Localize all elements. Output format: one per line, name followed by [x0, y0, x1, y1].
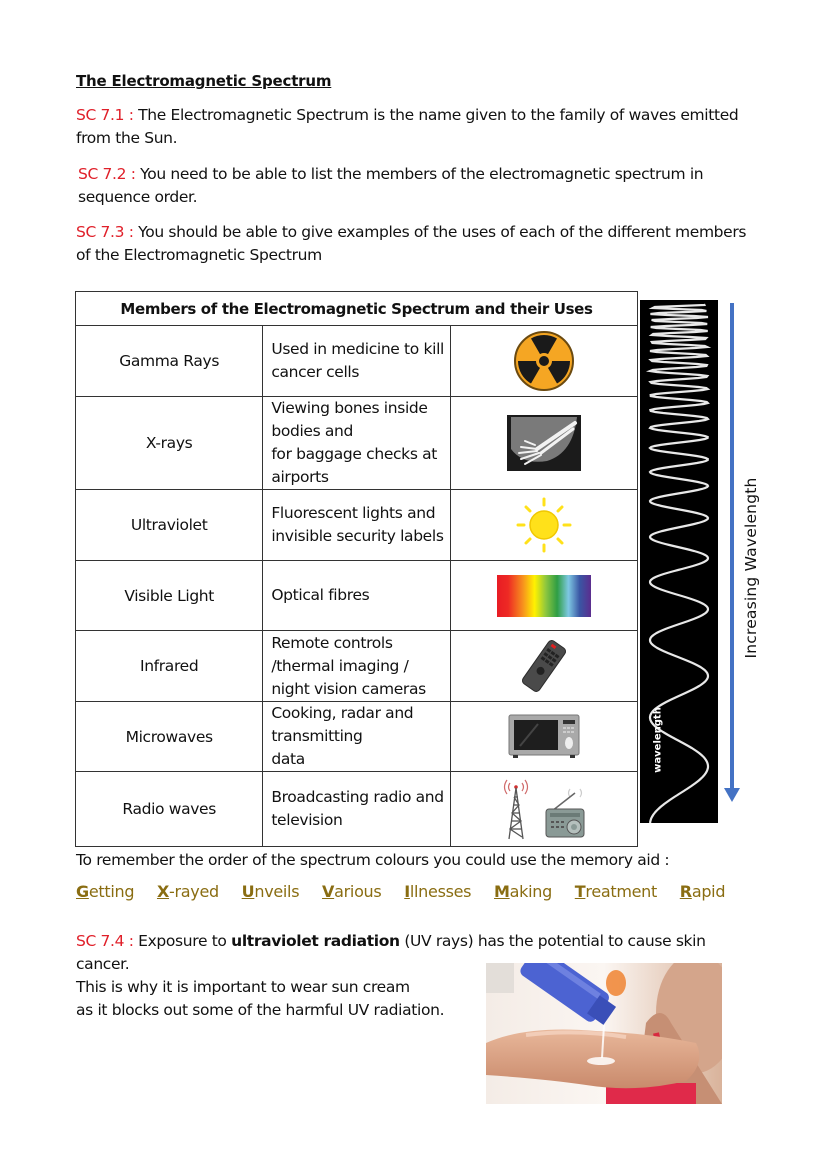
table-row [76, 702, 638, 772]
mnemonic-word: Treatment [574, 882, 657, 901]
wave-use: Remote controls /thermal imaging / night vision cameras [263, 631, 450, 702]
mnemonic-word: Getting [76, 882, 135, 901]
wave-icon-cell [450, 561, 637, 631]
table-row [76, 772, 638, 847]
wave-icon-cell [450, 631, 637, 702]
table-row [76, 397, 638, 490]
table-title: Members of the Electromagnetic Spectrum and their Uses [76, 292, 638, 326]
increasing-wavelength-label: Increasing Wavelength [742, 477, 760, 659]
wave-use: Broadcasting radio and television [263, 772, 450, 847]
objective-text: You need to be able to list the members of the electromagnetic spectrum in sequence order. [78, 165, 704, 206]
table-row [76, 631, 638, 702]
uv-radiation-emphasis: ultraviolet radiation [231, 932, 400, 950]
wave-use: Cooking, radar and transmitting data [263, 702, 450, 772]
wave-name: Microwaves [76, 702, 263, 772]
objective-code: SC 7.3 : [76, 223, 134, 241]
wavelength-label: wavelength [652, 707, 664, 773]
remote-control-icon [519, 638, 569, 694]
wave-use: Used in medicine to kill cancer cells [263, 326, 450, 397]
objective-code: SC 7.4 : [76, 932, 134, 950]
wave-use: Optical fibres [263, 561, 450, 631]
objective-sc74: SC 7.4 : Exposure to ultraviolet radiation (UV rays) has the potential to cause skin cancer. This is why it is important to wear sun cream as it blocks out some of the harmful UV radiation. [76, 932, 706, 1019]
radio-tower-icon [502, 777, 586, 841]
wave-icon-cell [450, 397, 637, 490]
objective-text: The Electromagnetic Spectrum is the name given to the family of waves emitted from the Sun. [76, 106, 739, 147]
xray-arm-icon [507, 415, 581, 471]
wave-icon-cell [450, 326, 637, 397]
wave-name: Radio waves [76, 772, 263, 847]
memory-aid-mnemonic [76, 882, 743, 901]
sun-cream-photo [486, 963, 722, 1104]
wave-icon-cell [450, 490, 637, 561]
table-row [76, 326, 638, 397]
wave-name: Visible Light [76, 561, 263, 631]
objective-code: SC 7.2 : [78, 165, 136, 183]
radio-icon [546, 789, 584, 837]
table-row [76, 490, 638, 561]
wave-name: Gamma Rays [76, 326, 263, 397]
wave-name: Ultraviolet [76, 490, 263, 561]
wave-use: Viewing bones inside bodies and for baggage checks at airports [263, 397, 450, 490]
wave-icon-cell [450, 772, 637, 847]
increasing-wavelength-arrow [730, 303, 734, 790]
objective-sc72 [78, 163, 758, 209]
wave-diagram [640, 300, 718, 823]
mnemonic-word: X-rayed [156, 882, 219, 901]
mnemonic-word: Rapid [679, 882, 726, 901]
wave-icon-cell [450, 702, 637, 772]
table-row [76, 561, 638, 631]
mnemonic-word: Unveils [241, 882, 300, 901]
wave-name: Infrared [76, 631, 263, 702]
sun-icon [514, 495, 574, 555]
mnemonic-word: Various [322, 882, 382, 901]
page-title: The Electromagnetic Spectrum [76, 72, 332, 90]
objective-code: SC 7.1 : [76, 106, 134, 124]
objective-sc73 [76, 221, 756, 267]
em-spectrum-table [75, 291, 638, 847]
rainbow-spectrum-icon [497, 575, 591, 617]
mnemonic-word: Making [494, 882, 552, 901]
objective-text: You should be able to give examples of the uses of each of the different members of the Electromagnetic Spectrum [76, 223, 747, 264]
mnemonic-word: Illnesses [404, 882, 472, 901]
objective-sc71 [76, 104, 756, 150]
radiation-icon [513, 330, 575, 392]
memory-aid-intro: To remember the order of the spectrum colours you could use the memory aid : [76, 851, 670, 869]
microwave-oven-icon [508, 713, 580, 761]
wave-name: X-rays [76, 397, 263, 490]
arrow-head-icon [724, 788, 740, 802]
wave-use: Fluorescent lights and invisible security labels [263, 490, 450, 561]
